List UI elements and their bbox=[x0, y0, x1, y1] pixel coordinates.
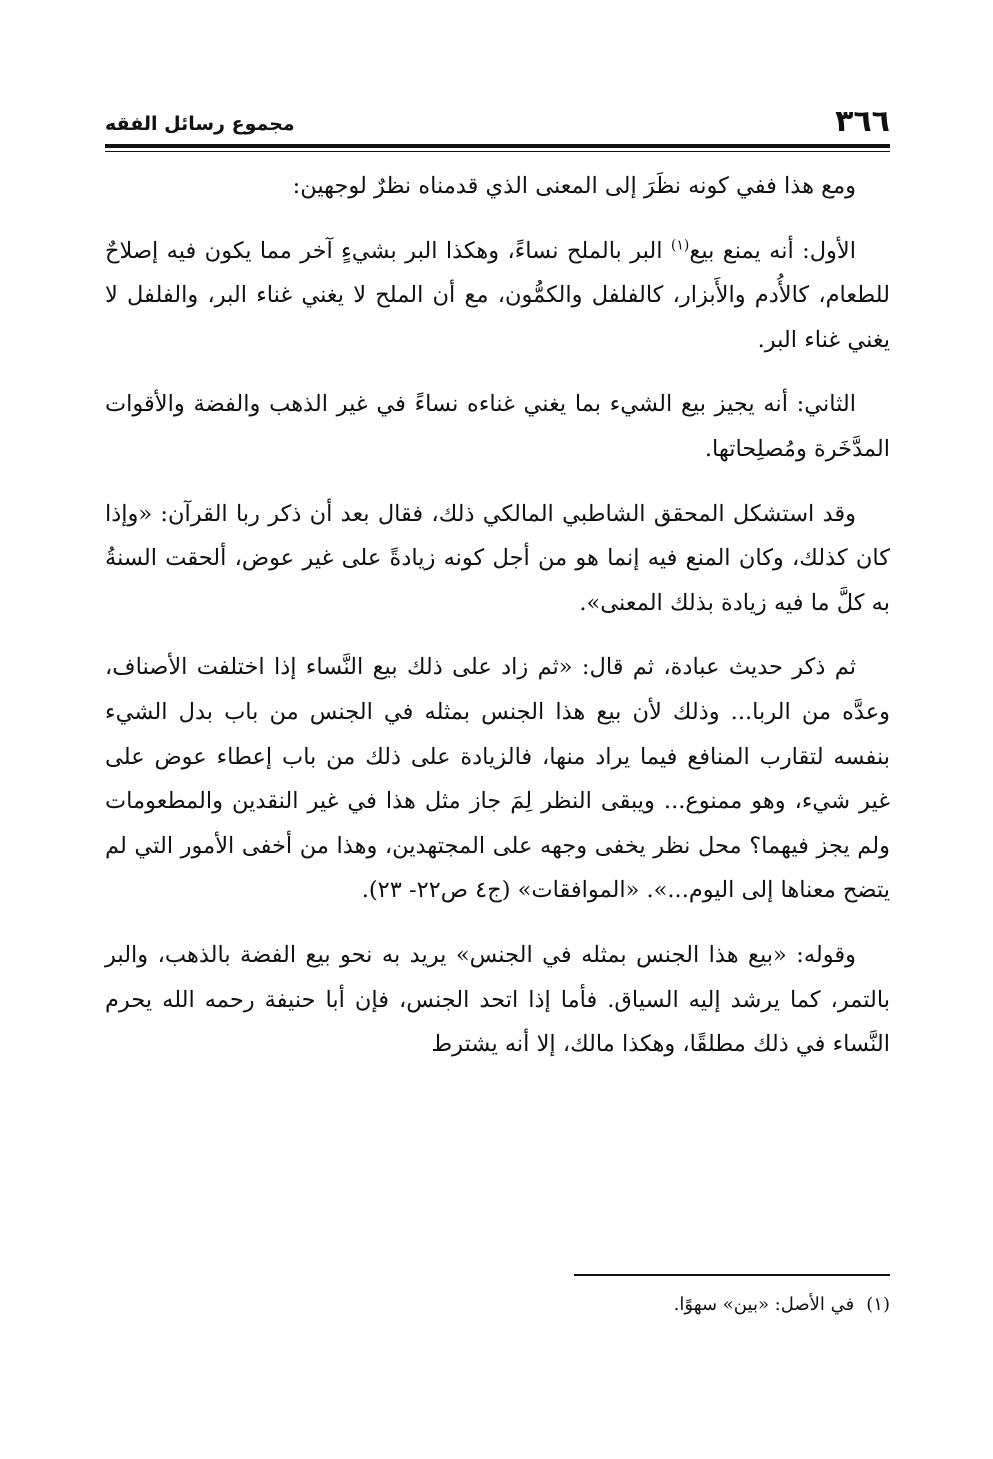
paragraph-second-aspect: الثاني: أنه يجيز بيع الشيء بما يغني غناءه نساءً في غير الذهب والفضة والأقوات المدَّخَرة ومُصلِحاتها. bbox=[105, 391, 890, 462]
page-number: ٣٦٦ bbox=[835, 104, 890, 139]
footnote-text: في الأصل: «بين» سهوًا. bbox=[673, 1294, 855, 1315]
running-header bbox=[105, 100, 890, 144]
paragraph-ubada-hadith: ثم ذكر حديث عبادة، ثم قال: «ثم زاد على ذلك بيع النَّساء إذا اختلفت الأصناف، وعدَّه من الربا... وذلك لأن بيع هذا الجنس بمثله في الجنس من باب بدل الشيء بنفسه لتقارب المنافع فيما يراد منها، فالزيادة على ذلك من باب إعطاء عوض على غير شيء، وهو ممنوع... ويبقى النظر لِمَ جاز مثل هذا في غير النقدين والمطعومات ولم يجز فيهما؟ محل نظر يخفى وجهه على المجتهدين، وهذا من أخفى الأمور التي لم يتضح معناها إلى اليوم...». «الموافقات» (ج٤ ص٢٢- ٢٣). bbox=[105, 654, 890, 904]
body-text bbox=[105, 164, 890, 1087]
book-title: مجموع رسائل الفقه bbox=[105, 113, 295, 135]
paragraph-first-aspect-rest: البر بالملح نساءً، وهكذا البر بشيءٍ آخر مما يكون فيه إصلاحٌ للطعام، كالأُدم والأَبزار، كالفلفل والكمُّون، مع أن الملح لا يغني غناء البر، والفلفل لا يغني غناء البر. bbox=[105, 237, 890, 353]
header-rule-thin bbox=[105, 151, 890, 152]
footnote-number: (١) bbox=[866, 1294, 890, 1315]
header-rule-thick bbox=[105, 144, 890, 148]
paragraph-shatibi: وقد استشكل المحقق الشاطبي المالكي ذلك، فقال بعد أن ذكر ربا القرآن: «وإذا كان كذلك، وكان المنع فيه إنما هو من أجل كونه زيادةً على غير عوض، ألحقت السنةُ به كلَّ ما فيه زيادة بذلك المعنى». bbox=[105, 500, 890, 616]
paragraph-intro: ومع هذا ففي كونه نظَرَ إلى المعنى الذي قدمناه نظرٌ لوجهين: bbox=[292, 173, 856, 199]
paragraph-first-aspect-start: الأول: أنه يمنع بيع bbox=[689, 237, 856, 264]
footnote-reference[interactable]: (١) bbox=[670, 237, 690, 254]
footnote-separator bbox=[574, 1274, 890, 1276]
paragraph-first-aspect bbox=[105, 229, 890, 363]
book-page bbox=[105, 100, 890, 1400]
paragraph-same-genus: وقوله: «بيع هذا الجنس بمثله في الجنس» يريد به نحو بيع الفضة بالذهب، والبر بالتمر، كما يرشد إليه السياق. فأما إذا اتحد الجنس، فإن أبا حنيفة رحمه الله يحرم النَّساء في ذلك مطلقًا، وهكذا مالك، إلا أنه يشترط bbox=[105, 941, 890, 1058]
footnote bbox=[674, 1290, 890, 1320]
